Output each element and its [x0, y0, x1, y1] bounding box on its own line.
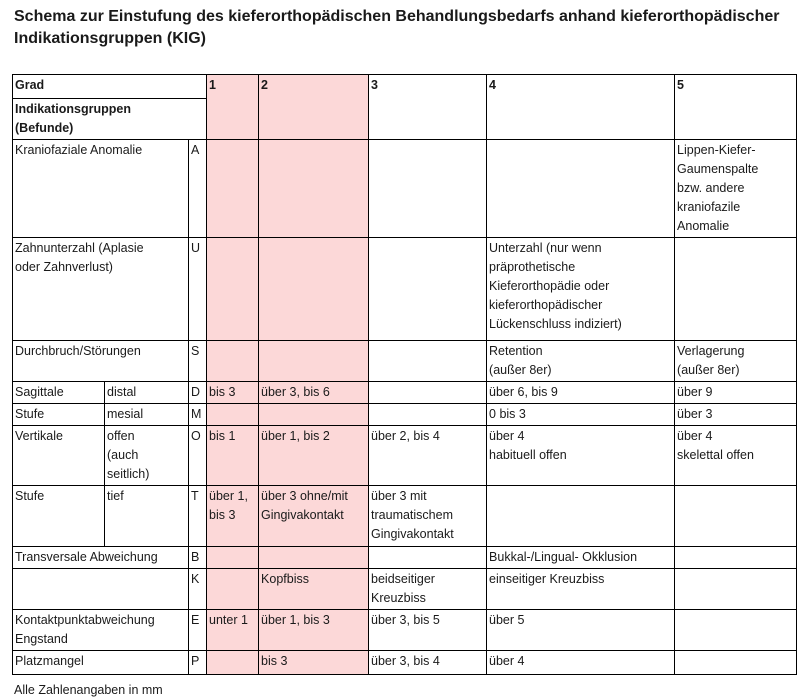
grade-1-cell — [207, 140, 259, 238]
grade-5-cell — [675, 610, 797, 651]
grade-5-cell: Lippen-Kiefer- Gaumenspalte bzw. andere kraniofazile Anomalie — [675, 140, 797, 238]
grade-2-cell: über 1, bis 3 — [259, 610, 369, 651]
grade-5-header: 5 — [675, 75, 797, 140]
grade-2-cell: über 1, bis 2 — [259, 426, 369, 486]
grade-4-cell: 0 bis 3 — [487, 404, 675, 426]
grade-5-cell: Verlagerung (außer 8er) — [675, 341, 797, 382]
grade-4-cell: Retention (außer 8er) — [487, 341, 675, 382]
grade-4-cell: Bukkal-/Lingual- Okklusion — [487, 547, 675, 569]
grade-4-cell: über 6, bis 9 — [487, 382, 675, 404]
grade-4-cell: über 4 — [487, 651, 675, 675]
grade-1-cell — [207, 547, 259, 569]
table-row — [13, 404, 797, 426]
grade-3-cell: über 3 mit traumatischem Gingivakontakt — [369, 486, 487, 547]
grade-4-cell: über 5 — [487, 610, 675, 651]
row-sublabel: offen (auch seitlich) — [105, 426, 189, 486]
grade-3-cell: über 2, bis 4 — [369, 426, 487, 486]
row-code: P — [189, 651, 207, 675]
grade-3-cell — [369, 341, 487, 382]
row-code: S — [189, 341, 207, 382]
grade-2-cell: bis 3 — [259, 651, 369, 675]
indikationsgruppen-header: Indikationsgruppen (Befunde) — [13, 99, 207, 140]
grade-2-cell — [259, 341, 369, 382]
row-sublabel: tief — [105, 486, 189, 547]
grade-3-cell — [369, 140, 487, 238]
grade-4-header: 4 — [487, 75, 675, 140]
row-label: Durchbruch/Störungen — [13, 341, 189, 382]
grade-5-cell — [675, 547, 797, 569]
row-label: Vertikale — [13, 426, 105, 486]
table-row — [13, 547, 797, 569]
row-code: K — [189, 569, 207, 610]
table-row — [13, 569, 797, 610]
grade-1-cell — [207, 651, 259, 675]
row-label: Zahnunterzahl (Aplasie oder Zahnverlust) — [13, 238, 189, 341]
grade-3-cell: beidseitiger Kreuzbiss — [369, 569, 487, 610]
grade-3-cell — [369, 382, 487, 404]
grade-2-cell: über 3 ohne/mit Gingivakontakt — [259, 486, 369, 547]
footnote: Alle Zahlenangaben in mm — [14, 683, 163, 697]
header-grade-row — [13, 75, 797, 99]
grade-5-cell: über 4 skelettal offen — [675, 426, 797, 486]
row-label: Stufe — [13, 404, 105, 426]
row-label: Kraniofaziale Anomalie — [13, 140, 189, 238]
grade-1-cell — [207, 238, 259, 341]
grade-2-cell — [259, 547, 369, 569]
page-title: Schema zur Einstufung des kieferorthopädischen Behandlungsbedarfs anhand kieferorthopädischer Indikationsgruppen (KIG) — [14, 8, 780, 47]
table-row — [13, 486, 797, 547]
row-code: M — [189, 404, 207, 426]
grade-3-cell: über 3, bis 5 — [369, 610, 487, 651]
grad-header: Grad — [13, 75, 207, 99]
grade-1-header: 1 — [207, 75, 259, 140]
table-row — [13, 382, 797, 404]
grade-3-cell — [369, 547, 487, 569]
grade-3-cell — [369, 238, 487, 341]
table-row — [13, 341, 797, 382]
row-code: T — [189, 486, 207, 547]
grade-5-cell — [675, 486, 797, 547]
row-code: D — [189, 382, 207, 404]
grade-4-cell — [487, 140, 675, 238]
grade-1-cell: bis 1 — [207, 426, 259, 486]
row-label: Platzmangel — [13, 651, 189, 675]
table-row — [13, 238, 797, 341]
grade-2-cell — [259, 404, 369, 426]
row-label: Kontaktpunktabweichung Engstand — [13, 610, 189, 651]
grade-1-cell — [207, 404, 259, 426]
table-row — [13, 426, 797, 486]
grade-5-cell: über 3 — [675, 404, 797, 426]
grade-4-cell: Unterzahl (nur wenn präprothetische Kieferorthopädie oder kieferorthopädischer Lückenschluss indiziert) — [487, 238, 675, 341]
grade-2-header: 2 — [259, 75, 369, 140]
grade-5-cell — [675, 238, 797, 341]
grade-5-cell — [675, 569, 797, 610]
row-code: B — [189, 547, 207, 569]
grade-1-cell: über 1, bis 3 — [207, 486, 259, 547]
row-label — [13, 569, 189, 610]
row-label: Transversale Abweichung — [13, 547, 189, 569]
row-sublabel: distal — [105, 382, 189, 404]
row-sublabel: mesial — [105, 404, 189, 426]
grade-2-cell: Kopfbiss — [259, 569, 369, 610]
kig-table-body — [13, 75, 797, 675]
grade-4-cell: einseitiger Kreuzbiss — [487, 569, 675, 610]
grade-3-cell: über 3, bis 4 — [369, 651, 487, 675]
row-label: Stufe — [13, 486, 105, 547]
table-row — [13, 140, 797, 238]
grade-3-cell — [369, 404, 487, 426]
grade-4-cell — [487, 486, 675, 547]
grade-3-header: 3 — [369, 75, 487, 140]
row-code: U — [189, 238, 207, 341]
grade-4-cell: über 4 habituell offen — [487, 426, 675, 486]
row-code: A — [189, 140, 207, 238]
grade-1-cell — [207, 569, 259, 610]
grade-5-cell — [675, 651, 797, 675]
row-code: O — [189, 426, 207, 486]
grade-2-cell: über 3, bis 6 — [259, 382, 369, 404]
kig-table — [12, 74, 797, 675]
grade-2-cell — [259, 238, 369, 341]
grade-1-cell: bis 3 — [207, 382, 259, 404]
grade-5-cell: über 9 — [675, 382, 797, 404]
grade-2-cell — [259, 140, 369, 238]
table-row — [13, 610, 797, 651]
grade-1-cell: unter 1 — [207, 610, 259, 651]
grade-1-cell — [207, 341, 259, 382]
table-row — [13, 651, 797, 675]
row-code: E — [189, 610, 207, 651]
row-label: Sagittale — [13, 382, 105, 404]
